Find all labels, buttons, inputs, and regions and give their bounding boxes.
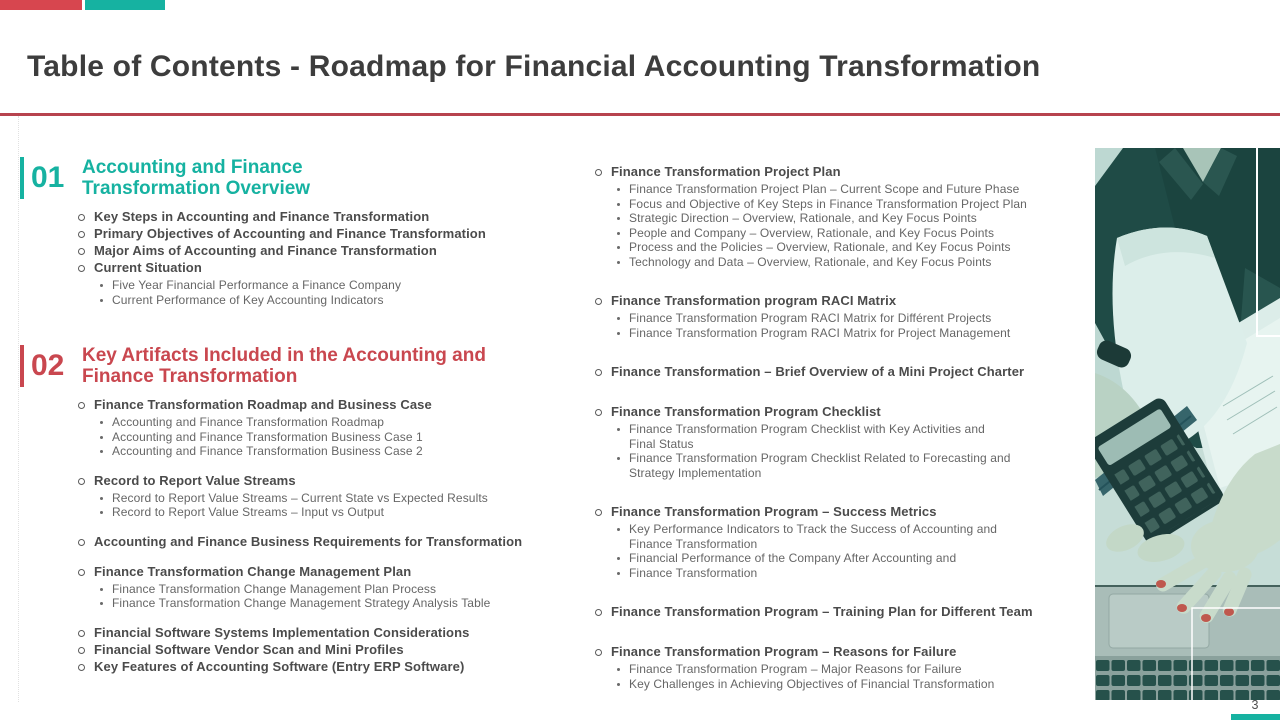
toc-subitem	[617, 240, 1077, 255]
toc-subitem	[617, 211, 1077, 226]
toc-subitem	[100, 430, 570, 445]
section-01	[20, 157, 570, 307]
circle-bullet-icon	[595, 649, 602, 656]
toc-item-label: Finance Transformation Program Checklist	[611, 404, 881, 419]
toc-subitem	[617, 566, 1077, 581]
dot-bullet-icon	[100, 602, 103, 605]
dot-bullet-icon	[617, 457, 620, 460]
toc-subitem	[100, 491, 570, 506]
circle-bullet-icon	[78, 248, 85, 255]
toc-subitem-label: Process and the Policies – Overview, Rationale, and Key Focus Points	[629, 240, 1011, 254]
circle-bullet-icon	[595, 409, 602, 416]
dot-bullet-icon	[617, 261, 620, 264]
toc-subitem-label: Record to Report Value Streams – Current State vs Expected Results	[112, 490, 488, 505]
toc-item	[78, 260, 570, 276]
toc-item	[595, 504, 1077, 520]
toc-item-group	[595, 644, 1077, 691]
dot-bullet-icon	[617, 232, 620, 235]
toc-subitem-label: Finance Transformation Program Checklist with Key Activities and Final Status	[629, 422, 985, 451]
toc-item-label: Finance Transformation Program – Success Metrics	[611, 504, 937, 519]
circle-bullet-icon	[595, 609, 602, 616]
toc-item-label: Finance Transformation Program – Training Plan for Different Team	[611, 604, 1033, 619]
toc-item-group	[78, 659, 570, 675]
title-divider-line	[0, 113, 1280, 116]
dot-bullet-icon	[617, 332, 620, 335]
circle-bullet-icon	[78, 647, 85, 654]
toc-item	[78, 226, 570, 242]
toc-item-label: Primary Objectives of Accounting and Finance Transformation	[94, 226, 486, 241]
toc-item-label: Major Aims of Accounting and Finance Transformation	[94, 243, 437, 258]
toc-subitem-label: Accounting and Finance Transformation Business Case 2	[112, 444, 423, 458]
toc-item-group	[78, 564, 570, 611]
circle-bullet-icon	[78, 569, 85, 576]
toc-subitem	[100, 596, 570, 611]
dot-bullet-icon	[617, 528, 620, 531]
circle-bullet-icon	[78, 231, 85, 238]
dot-bullet-icon	[617, 683, 620, 686]
toc-item-label: Financial Software Vendor Scan and Mini Profiles	[94, 641, 404, 657]
toc-item-label: Finance Transformation Change Management Plan	[94, 563, 412, 579]
section-01-accent-bar	[20, 157, 24, 199]
toc-item	[78, 534, 570, 550]
circle-bullet-icon	[595, 369, 602, 376]
section-01-items	[78, 209, 570, 307]
toc-item-group	[595, 293, 1077, 340]
toc-item	[595, 164, 1077, 180]
toc-subitem	[100, 278, 570, 293]
toc-subitem	[617, 522, 1077, 551]
footer-accent-bar	[1231, 714, 1280, 720]
toc-item	[78, 659, 570, 675]
section-01-heading: Accounting and Finance Transformation Overview	[82, 157, 311, 199]
section-01-number: 01	[31, 161, 65, 194]
toc-item-group	[78, 226, 570, 242]
toc-subitem-label: Strategic Direction – Overview, Rationale, and Key Focus Points	[629, 211, 977, 225]
toc-subitem	[617, 422, 1077, 451]
dot-bullet-icon	[100, 588, 103, 591]
toc-subitem-label: Technology and Data – Overview, Rationale, and Key Focus Points	[629, 254, 992, 269]
dot-bullet-icon	[100, 497, 103, 500]
circle-bullet-icon	[78, 539, 85, 546]
toc-subitems	[617, 311, 1077, 340]
toc-subitem	[617, 551, 1077, 566]
section-01-header	[20, 157, 570, 199]
dot-bullet-icon	[617, 317, 620, 320]
toc-item	[595, 293, 1077, 309]
toc-item-label: Finance Transformation Project Plan	[611, 164, 841, 179]
toc-subitem	[617, 197, 1077, 212]
toc-item	[78, 473, 570, 489]
toc-item	[78, 625, 570, 641]
toc-item-label: Finance Transformation – Brief Overview of a Mini Project Charter	[611, 364, 1025, 379]
dot-bullet-icon	[617, 572, 620, 575]
toc-subitem-label: Finance Transformation Change Management Plan Process	[112, 581, 437, 596]
toc-item-group	[78, 534, 570, 550]
toc-item-label: Current Situation	[94, 260, 202, 275]
toc-item-label: Key Steps in Accounting and Finance Transformation	[94, 209, 430, 224]
toc-item	[78, 564, 570, 580]
toc-subitem	[617, 677, 1077, 692]
toc-item-group	[78, 473, 570, 520]
toc-item	[595, 604, 1077, 620]
section-02-number: 02	[31, 349, 65, 382]
section-02-items	[78, 397, 570, 675]
toc-item	[78, 642, 570, 658]
section-02-heading: Key Artifacts Included in the Accounting and Finance Transformation	[82, 345, 486, 387]
left-dotted-guide	[18, 116, 19, 702]
section-02	[20, 345, 570, 675]
page-title: Table of Contents - Roadmap for Financial Accounting Transformation	[27, 50, 1041, 84]
toc-item-group	[595, 164, 1077, 269]
page-number: 3	[1251, 698, 1259, 712]
circle-bullet-icon	[78, 630, 85, 637]
toc-subitem-label: Finance Transformation Program RACI Matrix for Différent Projects	[629, 311, 992, 325]
toc-subitem-label: Current Performance of Key Accounting Indicators	[112, 292, 384, 307]
dot-bullet-icon	[617, 203, 620, 206]
toc-subitem-label: Record to Report Value Streams – Input vs Output	[112, 505, 385, 519]
dot-bullet-icon	[617, 188, 620, 191]
circle-bullet-icon	[78, 478, 85, 485]
toc-item-label: Key Features of Accounting Software (Entry ERP Software)	[94, 658, 465, 674]
toc-subitem-label: Finance Transformation Program Checklist Related to Forecasting and Strategy Implementation	[629, 451, 1011, 480]
toc-subitem	[617, 182, 1077, 197]
toc-subitem-label: Finance Transformation Program RACI Matrix for Project Management	[629, 325, 1011, 340]
toc-item-group	[78, 209, 570, 225]
toc-subitem	[617, 226, 1077, 241]
toc-subitem	[100, 582, 570, 597]
toc-item-group	[595, 604, 1077, 620]
photo-illustration	[1095, 148, 1280, 700]
dot-bullet-icon	[100, 511, 103, 514]
toc-subitems	[617, 522, 1077, 580]
toc-item-label: Financial Software Systems Implementation Considerations	[94, 624, 470, 640]
toc-subitem	[100, 444, 570, 459]
photo-finance-desk	[1095, 148, 1280, 700]
toc-subitem	[617, 255, 1077, 270]
toc-subitem-label: Finance Transformation Program – Major Reasons for Failure	[629, 662, 962, 676]
toc-subitems	[100, 278, 570, 307]
dot-bullet-icon	[100, 450, 103, 453]
top-accent-bar-teal	[85, 0, 165, 10]
toc-subitem-label: Finance Transformation	[629, 565, 758, 580]
circle-bullet-icon	[78, 402, 85, 409]
toc-item	[78, 209, 570, 225]
toc-item-group	[595, 364, 1077, 380]
toc-subitem-label: Accounting and Finance Transformation Roadmap	[112, 415, 384, 429]
toc-item-group	[78, 625, 570, 641]
top-accent-bar-red	[0, 0, 82, 10]
toc-item	[595, 404, 1077, 420]
toc-subitem	[617, 311, 1077, 326]
circle-bullet-icon	[595, 298, 602, 305]
toc-subitem-label: Financial Performance of the Company After Accounting and	[629, 551, 957, 565]
toc-subitems	[100, 491, 570, 520]
toc-subitems	[617, 182, 1077, 269]
dot-bullet-icon	[100, 421, 103, 424]
dot-bullet-icon	[617, 557, 620, 560]
toc-item-group	[595, 504, 1077, 580]
toc-item-group	[78, 243, 570, 259]
toc-subitem	[617, 451, 1077, 480]
toc-subitem-label: Key Performance Indicators to Track the Success of Accounting and Finance Transformation	[629, 522, 998, 551]
toc-subitem-label: Five Year Financial Performance a Finance Company	[112, 278, 402, 292]
toc-item	[595, 644, 1077, 660]
dot-bullet-icon	[100, 436, 103, 439]
toc-subitem-label: Accounting and Finance Transformation Business Case 1	[112, 429, 423, 444]
dot-bullet-icon	[617, 246, 620, 249]
toc-item-label: Finance Transformation program RACI Matrix	[611, 293, 897, 308]
toc-item-group	[78, 642, 570, 658]
circle-bullet-icon	[78, 265, 85, 272]
circle-bullet-icon	[595, 509, 602, 516]
toc-subitem	[617, 662, 1077, 677]
circle-bullet-icon	[595, 169, 602, 176]
dot-bullet-icon	[100, 299, 103, 302]
left-column	[20, 157, 570, 675]
circle-bullet-icon	[78, 664, 85, 671]
toc-subitems	[100, 415, 570, 459]
dot-bullet-icon	[617, 217, 620, 220]
toc-item-group	[78, 260, 570, 307]
toc-subitem-label: Focus and Objective of Key Steps in Finance Transformation Project Plan	[629, 196, 1027, 211]
dot-bullet-icon	[100, 284, 103, 287]
toc-item	[595, 364, 1077, 380]
toc-item-label: Finance Transformation Program – Reasons for Failure	[611, 644, 957, 659]
toc-subitem-label: Finance Transformation Change Management Strategy Analysis Table	[112, 596, 491, 610]
toc-item-label: Record to Report Value Streams	[94, 472, 296, 488]
dot-bullet-icon	[617, 428, 620, 431]
section-02-header	[20, 345, 570, 387]
right-column	[595, 163, 1077, 691]
toc-item	[78, 243, 570, 259]
dot-bullet-icon	[617, 668, 620, 671]
toc-subitem	[100, 293, 570, 308]
toc-subitem-label: Finance Transformation Project Plan – Current Scope and Future Phase	[629, 182, 1020, 196]
toc-subitem-label: People and Company – Overview, Rationale, and Key Focus Points	[629, 225, 995, 240]
toc-subitems	[617, 422, 1077, 480]
toc-item-label: Accounting and Finance Business Requirements for Transformation	[94, 533, 523, 549]
toc-subitem	[100, 415, 570, 430]
toc-item-label: Finance Transformation Roadmap and Business Case	[94, 397, 432, 412]
toc-subitem	[100, 505, 570, 520]
circle-bullet-icon	[78, 214, 85, 221]
toc-item-group	[595, 404, 1077, 480]
toc-subitems	[617, 662, 1077, 691]
toc-subitems	[100, 582, 570, 611]
toc-item	[78, 397, 570, 413]
toc-subitem	[617, 326, 1077, 341]
toc-subitem-label: Key Challenges in Achieving Objectives of Financial Transformation	[629, 676, 995, 691]
section-02-accent-bar	[20, 345, 24, 387]
toc-item-group	[78, 397, 570, 459]
